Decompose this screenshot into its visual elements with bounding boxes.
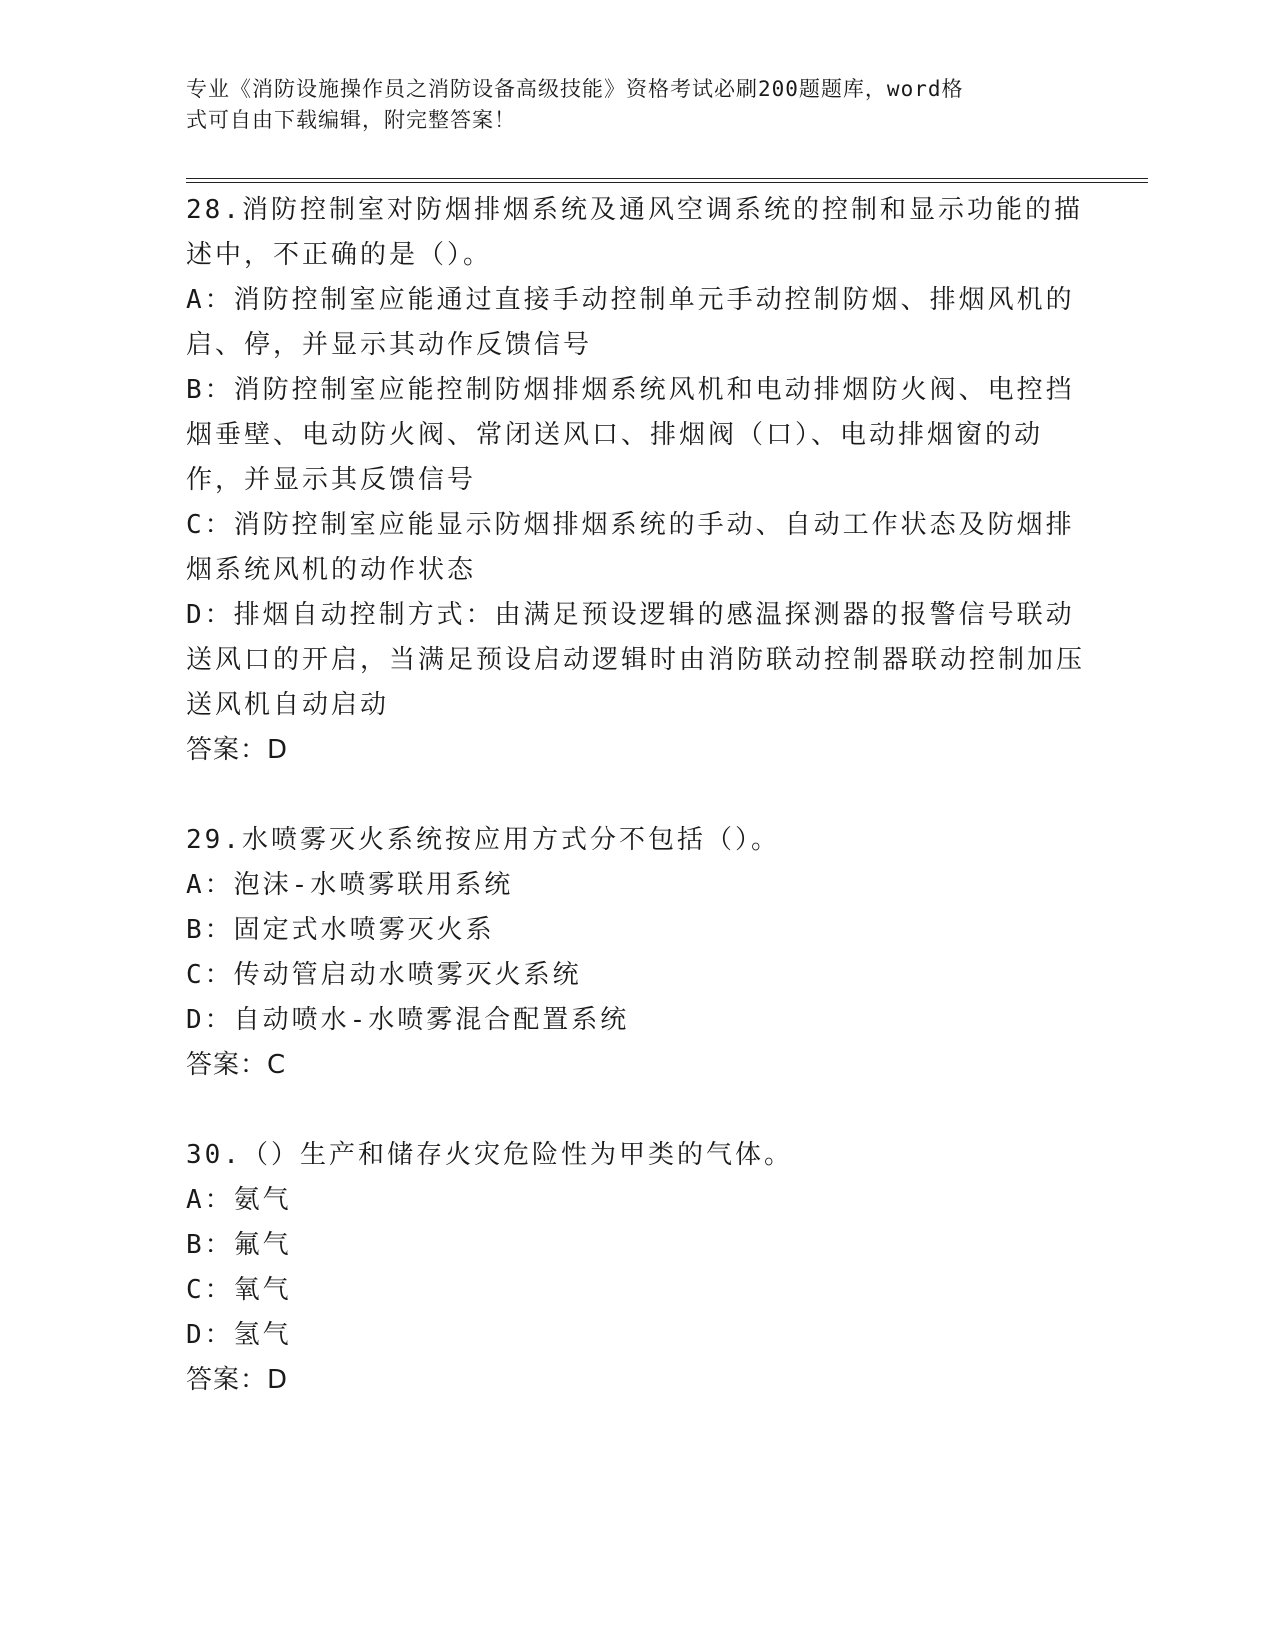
header-line-1: 专业《消防设施操作员之消防设备高级技能》资格考试必刷200题题库，word格 bbox=[186, 77, 964, 101]
answer-text: 答案：C bbox=[186, 1050, 287, 1080]
option-c: C：传动管启动水喷雾灭火系统 bbox=[186, 960, 582, 990]
header-line-2: 式可自由下载编辑，附完整答案！ bbox=[186, 108, 516, 132]
option-b: B：氟气 bbox=[186, 1230, 292, 1260]
option-d: D：自动喷水-水喷雾混合配置系统 bbox=[186, 1005, 630, 1035]
question-list bbox=[186, 188, 1086, 1448]
header-divider-bottom bbox=[186, 182, 1148, 183]
header-divider-top bbox=[186, 178, 1148, 179]
option-d: D：氢气 bbox=[186, 1320, 292, 1350]
question-stem: 28.消防控制室对防烟排烟系统及通风空调系统的控制和显示功能的描述中，不正确的是（）。 bbox=[186, 195, 1083, 270]
answer-text: 答案：D bbox=[186, 735, 289, 765]
question-28 bbox=[186, 188, 1086, 773]
question-30 bbox=[186, 1133, 1086, 1403]
question-29 bbox=[186, 818, 1086, 1088]
answer-text: 答案：D bbox=[186, 1365, 289, 1395]
option-a: A：氨气 bbox=[186, 1185, 292, 1215]
question-stem: 29.水喷雾灭火系统按应用方式分不包括（）。 bbox=[186, 825, 780, 855]
option-b: B：消防控制室应能控制防烟排烟系统风机和电动排烟防火阀、电控挡烟垂壁、电动防火阀、常闭送风口、排烟阀（口）、电动排烟窗的动作，并显示其反馈信号 bbox=[186, 375, 1075, 495]
question-stem: 30.（）生产和储存火灾危险性为甲类的气体。 bbox=[186, 1140, 793, 1170]
option-b: B：固定式水喷雾灭火系 bbox=[186, 915, 495, 945]
option-c: C：消防控制室应能显示防烟排烟系统的手动、自动工作状态及防烟排烟系统风机的动作状态 bbox=[186, 510, 1075, 585]
document-header bbox=[186, 74, 1066, 136]
option-a: A：泡沫-水喷雾联用系统 bbox=[186, 870, 514, 900]
option-c: C：氧气 bbox=[186, 1275, 292, 1305]
option-d: D：排烟自动控制方式：由满足预设逻辑的感温探测器的报警信号联动送风口的开启，当满足预设启动逻辑时由消防联动控制器联动控制加压送风机自动启动 bbox=[186, 600, 1086, 720]
option-a: A：消防控制室应能通过直接手动控制单元手动控制防烟、排烟风机的启、停，并显示其动作反馈信号 bbox=[186, 285, 1075, 360]
